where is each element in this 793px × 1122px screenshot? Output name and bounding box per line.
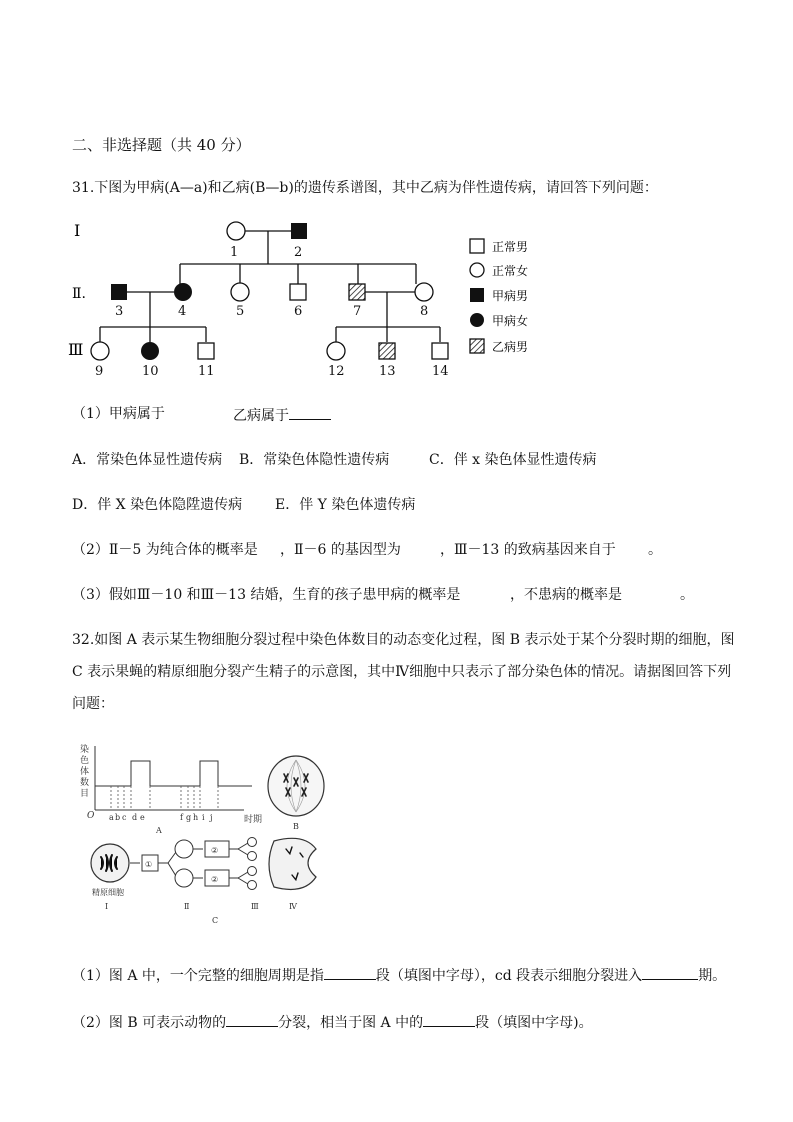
pedigree-chart [60, 212, 550, 382]
figa-tick: d [132, 813, 138, 822]
individual-number: 6 [294, 304, 303, 319]
figb-caption: B [293, 822, 299, 831]
individual-number: 12 [328, 364, 345, 379]
legend-normal-male: 正常男 [492, 240, 529, 254]
figa-tick: a [109, 813, 114, 822]
legend-normal-male-icon [470, 239, 484, 253]
individual-number: 1 [230, 245, 239, 260]
individual-number: 9 [95, 364, 104, 379]
individual-number: 5 [236, 304, 245, 319]
legend-normal-female-icon [470, 263, 484, 277]
q31-sub1-part-a: （1）甲病属于 [72, 406, 165, 422]
individual-13-affected-male-b [379, 343, 395, 359]
individual-12-normal-female [327, 342, 345, 360]
answer-blank[interactable] [324, 965, 376, 980]
legend-affected-male-a: 甲病男 [492, 289, 529, 303]
individual-9-normal-female [91, 342, 109, 360]
figa-tick: f [180, 813, 183, 822]
q31-sub3-part-c: 。 [680, 587, 694, 603]
figa-tick: j [210, 813, 213, 822]
option-c: C．伴 x 染色体显性遗传病 [429, 452, 597, 468]
gen-label-1: Ⅰ [74, 221, 81, 240]
answer-blank[interactable] [226, 1012, 278, 1027]
figa-ylabel-char: 体 [80, 767, 90, 777]
q31-sub2-part-c: ，Ⅲ－13 的致病基因来自于 [440, 542, 616, 558]
gen-label-2: Ⅱ. [72, 286, 86, 302]
figa-ylabel-char: 染 [80, 745, 90, 755]
figa-tick: e [140, 813, 145, 822]
individual-number: 10 [142, 364, 159, 379]
individual-number: 8 [420, 304, 429, 319]
individual-3-affected-male-a [111, 284, 127, 300]
figa-tick: b [115, 813, 121, 822]
q31-sub3-part-b: ，不患病的概率是 [510, 587, 622, 603]
answer-blank[interactable] [289, 405, 331, 420]
q31-sub2-part-a: （2）Ⅱ－5 为纯合体的概率是 [72, 542, 258, 558]
legend-normal-female: 正常女 [492, 264, 529, 278]
q31-sub2-part-d: 。 [648, 542, 662, 558]
individual-6-normal-male [290, 284, 306, 300]
figc-cell-label: 精原细胞 [92, 888, 124, 897]
individual-10-affected-female-a [141, 342, 159, 360]
individual-number: 4 [178, 304, 187, 319]
figc-step2: ② [211, 875, 219, 884]
q31-sub3-part-a: （3）假如Ⅲ－10 和Ⅲ－13 结婚，生育的孩子患甲病的概率是 [72, 587, 461, 603]
individual-11-normal-male [198, 343, 214, 359]
answer-blank[interactable] [423, 1012, 475, 1027]
individual-number: 14 [432, 364, 449, 379]
figa-tick: i [202, 813, 205, 822]
q31-stem: 31.下图为甲病(A—a)和乙病(B—b)的遗传系谱图，其中乙病为伴性遗传病，请回答下列问题： [72, 180, 658, 196]
figure-a-chromosome-graph [76, 742, 266, 837]
individual-number: 7 [353, 304, 362, 319]
individual-number: 3 [115, 304, 124, 319]
figa-ylabel-char: 数 [80, 778, 90, 788]
figa-origin: O [87, 811, 95, 821]
figc-step1: ① [145, 860, 153, 869]
figa-xlabel: 时期 [244, 815, 263, 825]
figure-c-spermatogenesis [86, 835, 332, 930]
legend-affected-female-a: 甲病女 [492, 314, 529, 328]
q32-stem-line3: 问题： [72, 696, 114, 712]
q32-stem-line2: C 表示果蝇的精原细胞分裂产生精子的示意图，其中Ⅳ细胞中只表示了部分染色体的情况。请据图回答下列 [72, 664, 732, 680]
figa-ylabel-char: 色 [80, 756, 90, 766]
figa-tick: g [186, 813, 192, 822]
figc-stage-label: Ⅱ [184, 902, 190, 911]
q31-sub2-part-b: ，Ⅱ－6 的基因型为 [280, 542, 401, 558]
legend-affected-male-a-icon [470, 288, 484, 302]
option-e: E．伴 Y 染色体遗传病 [275, 497, 416, 513]
individual-4-affected-female-a [174, 283, 192, 301]
gen-label-3: Ⅲ [68, 340, 84, 359]
individual-8-normal-female [415, 283, 433, 301]
individual-2-affected-male-a [291, 223, 307, 239]
figa-caption: A [156, 826, 162, 835]
figc-stage-label: Ⅰ [105, 902, 109, 911]
individual-5-normal-female [231, 283, 249, 301]
q32-sub1: （1）图 A 中，一个完整的细胞周期是指 段（填图中字母），cd 段表示细胞分裂进入 期。 [72, 965, 726, 985]
legend-affected-male-b: 乙病男 [492, 340, 529, 354]
figc-step2: ② [211, 846, 219, 855]
individual-number: 11 [198, 364, 215, 379]
individual-number: 13 [379, 364, 396, 379]
individual-1-normal-female [227, 222, 245, 240]
figa-tick: h [193, 813, 199, 822]
answer-blank[interactable] [642, 965, 698, 980]
figa-ylabel-char: 目 [80, 789, 90, 799]
individual-number: 2 [294, 245, 303, 260]
option-a: A．常染色体显性遗传病 [72, 452, 223, 468]
legend-affected-female-a-icon [470, 313, 484, 327]
legend-affected-male-b-icon [470, 339, 484, 353]
q31-sub1-part-b: 乙病属于 [233, 405, 331, 425]
individual-7-affected-male-b [349, 284, 365, 300]
individual-14-normal-male [432, 343, 448, 359]
q32-stem-line1: 32.如图 A 表示某生物细胞分裂过程中染色体数目的动态变化过程，图 B 表示处于某个分裂时期的细胞，图 [72, 632, 735, 648]
figc-stage-label: Ⅲ [251, 902, 259, 911]
option-b: B．常染色体隐性遗传病 [239, 452, 390, 468]
figc-stage-label: Ⅳ [289, 902, 297, 911]
option-d: D．伴 X 染色体隐陞遗传病 [72, 497, 243, 513]
figc-caption: C [212, 916, 219, 925]
section-title: 二、非选择题（共 40 分） [72, 136, 251, 154]
q32-sub2: （2）图 B 可表示动物的 分裂，相当于图 A 中的 段（填图中字母)。 [72, 1012, 593, 1032]
figa-tick: c [122, 813, 127, 822]
figure-b-cell [264, 752, 330, 832]
